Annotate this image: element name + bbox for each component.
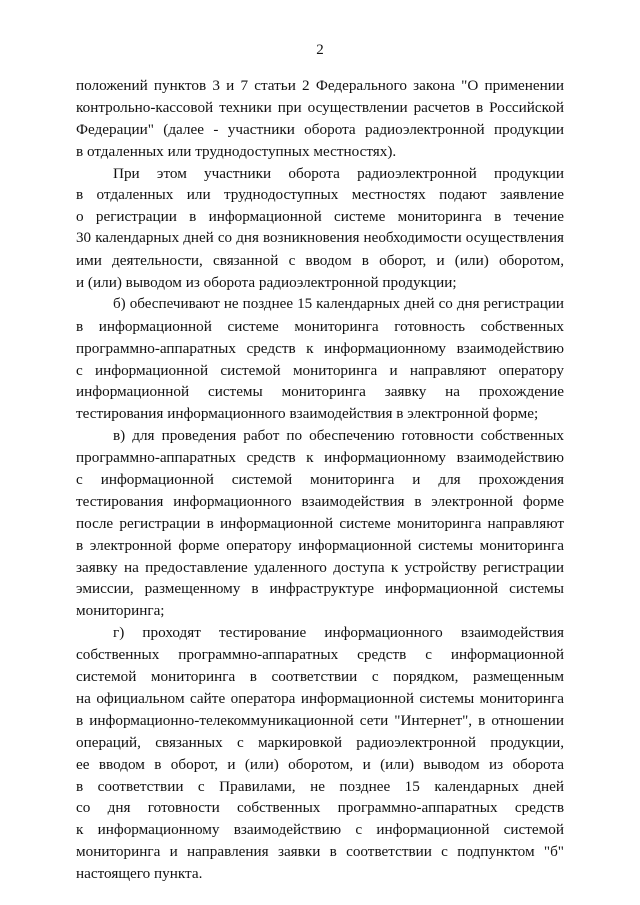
paragraph-first-line: При этом участники оборота радиоэлектронной продукции: [113, 164, 564, 182]
text-line: Федерации" (далее - участники оборота радиоэлектронной продукции: [76, 120, 564, 138]
text-line: ими деятельности, связанной с вводом в оборот, и (или) оборотом,: [76, 252, 564, 270]
text-line: тестирования информационного взаимодействия в электронной форме: [76, 492, 564, 510]
document-body: [76, 75, 564, 885]
text-line: системой мониторинга в соответствии с порядком, размещенным: [76, 668, 564, 686]
paragraph-first-line: б) обеспечивают не позднее 15 календарных дней со дня регистрации: [113, 295, 564, 312]
text-line: к информационному взаимодействию с информационной системой: [76, 821, 564, 839]
text-line: настоящего пункта.: [76, 865, 203, 883]
text-line: после регистрации в информационной системе мониторинга направляют: [76, 514, 564, 532]
text-line: в информационно-телекоммуникационной сети "Интернет", в отношении: [76, 711, 564, 729]
text-line: контрольно-кассовой техники при осуществлении расчетов в Российской: [76, 98, 564, 116]
paragraph-first-line: в) для проведения работ по обеспечению готовности собственных: [113, 427, 564, 445]
text-line: в соответствии с Правилами, не позднее 15 календарных дней: [76, 777, 564, 795]
text-line: и (или) выводом из оборота радиоэлектронной продукции;: [76, 274, 457, 292]
text-line: в информационной системе мониторинга готовность собственных: [76, 317, 564, 335]
text-line: 30 календарных дней со дня возникновения необходимости осуществления: [76, 230, 564, 247]
text-line: эмиссии, размещенному в инфраструктуре информационной системы: [76, 580, 564, 598]
text-line: ее вводом в оборот, и (или) оборотом, и (или) выводом из оборота: [76, 755, 564, 773]
paragraph-first-line: г) проходят тестирование информационного взаимодействия: [113, 624, 564, 642]
text-line: мониторинга и направления заявки в соответствии с подпунктом "б": [76, 843, 564, 861]
text-line: мониторинга;: [76, 602, 165, 620]
text-line: положений пунктов 3 и 7 статьи 2 Федерального закона "О применении: [76, 77, 564, 94]
text-line: с информационной системой мониторинга и для прохождения: [76, 471, 564, 489]
text-line: в отдаленных или труднодоступных местностях подают заявление: [76, 186, 564, 204]
text-line: заявку на предоставление удаленного доступа к устройству регистрации: [76, 558, 564, 576]
text-line: программно-аппаратных средств к информационному взаимодействию: [76, 449, 564, 467]
text-line: на официальном сайте оператора информационной системы мониторинга: [76, 689, 564, 707]
page-number: 2: [316, 42, 324, 58]
text-line: о регистрации в информационной системе мониторинга в течение: [76, 208, 564, 226]
text-line: с информационной системой мониторинга и направляют оператору: [76, 361, 564, 379]
text-line: информационной системы мониторинга заявку на прохождение: [76, 383, 564, 401]
text-line: в отдаленных или труднодоступных местностях).: [76, 142, 397, 160]
text-line: в электронной форме оператору информационной системы мониторинга: [76, 536, 564, 554]
text-line: операций, связанных с маркировкой радиоэлектронной продукции,: [76, 733, 564, 751]
text-line: со дня готовности собственных программно-аппаратных средств: [76, 799, 564, 817]
text-line: собственных программно-аппаратных средств с информационной: [76, 646, 564, 664]
text-line: тестирования информационного взаимодействия в электронной форме;: [76, 405, 539, 423]
text-line: программно-аппаратных средств к информационному взаимодействию: [76, 339, 564, 357]
